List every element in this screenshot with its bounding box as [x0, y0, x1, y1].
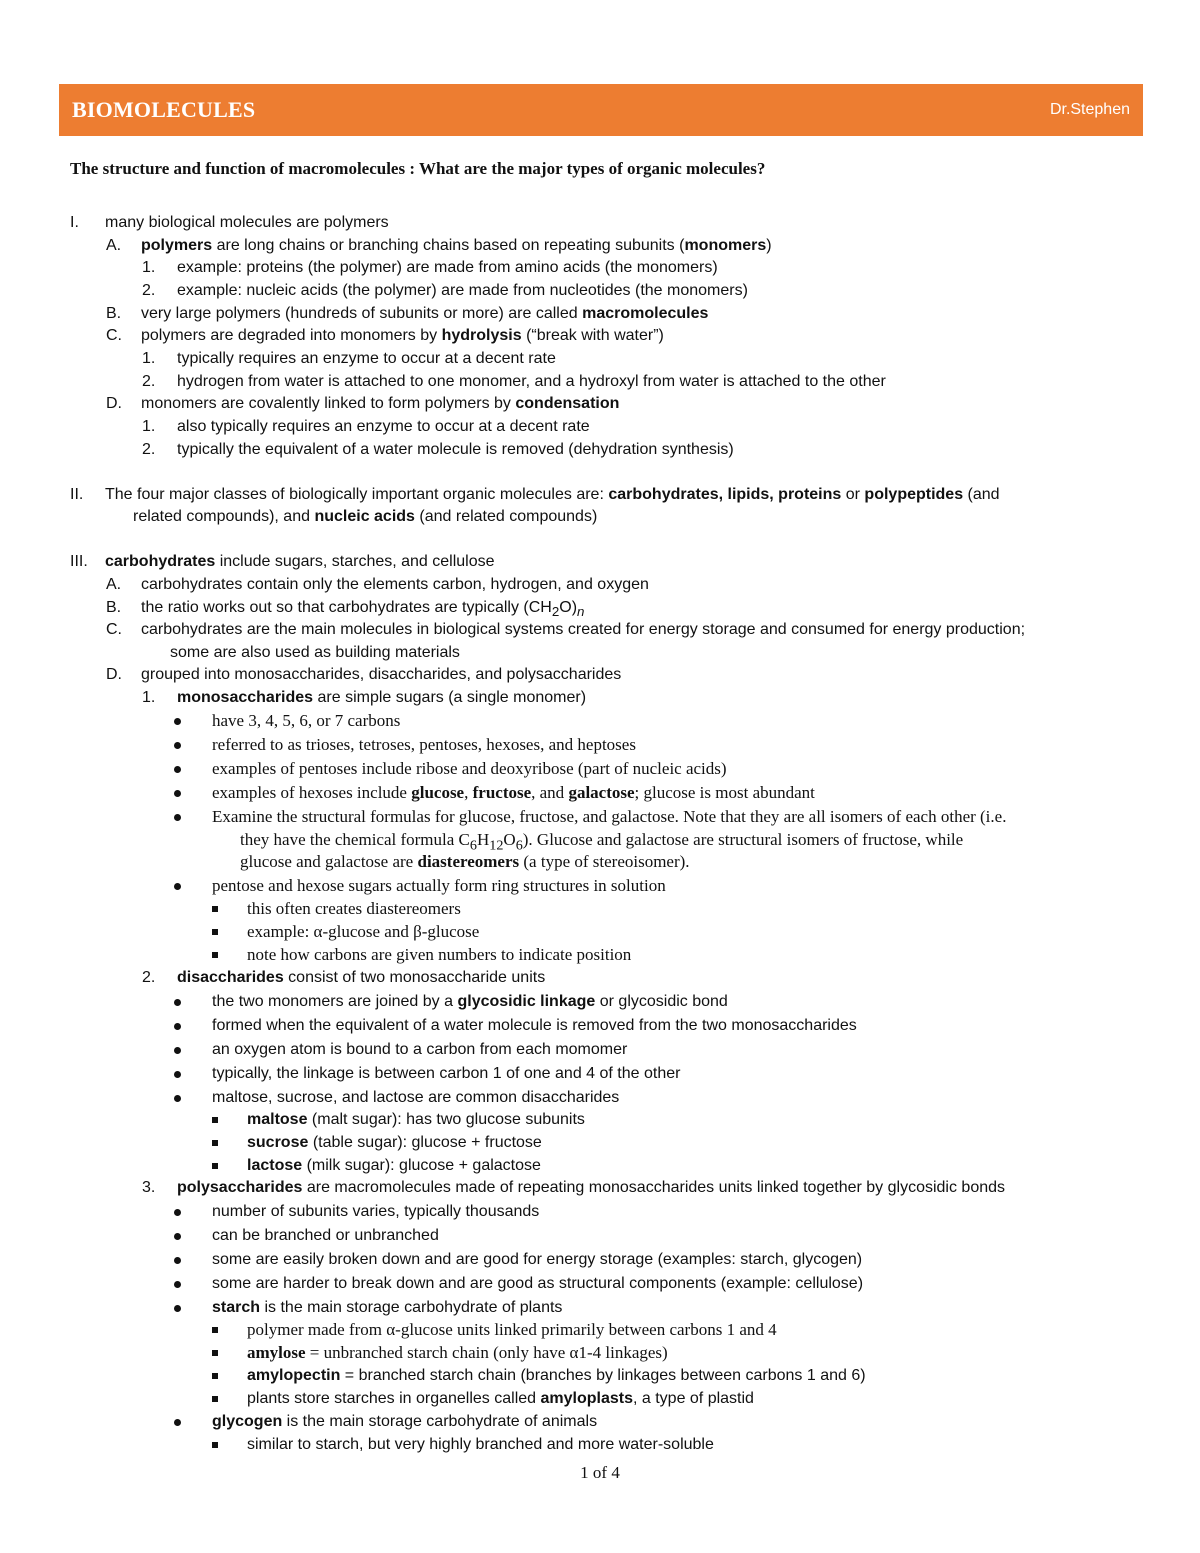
outline-marker: 2.	[142, 441, 156, 458]
square-bullet-icon	[212, 952, 218, 958]
outline-line: referred to as trioses, tetroses, pentoses, hexoses, and heptoses	[212, 735, 636, 754]
outline-marker: 1.	[142, 350, 156, 367]
outline-line: lactose (milk sugar): glucose + galactose	[247, 1157, 541, 1174]
outline-line: many biological molecules are polymers	[105, 214, 389, 231]
bullet-icon	[174, 1023, 181, 1030]
bullet-icon	[174, 883, 181, 890]
outline-marker: 1.	[142, 259, 156, 276]
outline-line: typically, the linkage is between carbon 1 of one and 4 of the other	[212, 1065, 681, 1082]
outline-line: have 3, 4, 5, 6, or 7 carbons	[212, 711, 401, 730]
outline-line: polymer made from α-glucose units linked primarily between carbons 1 and 4	[247, 1320, 777, 1339]
outline-line: amylose = unbranched starch chain (only have α1-4 linkages)	[247, 1343, 668, 1362]
outline-marker: B.	[106, 599, 122, 616]
square-bullet-icon	[212, 1442, 218, 1448]
outline-marker: 2.	[142, 282, 156, 299]
page-number: 1 of 4	[580, 1463, 620, 1482]
outline-line: maltose (malt sugar): has two glucose subunits	[247, 1111, 585, 1128]
bullet-icon	[174, 1047, 181, 1054]
outline-line: also typically requires an enzyme to occur at a decent rate	[177, 418, 590, 435]
square-bullet-icon	[212, 1396, 218, 1402]
outline-line: hydrogen from water is attached to one monomer, and a hydroxyl from water is attached to the other	[177, 373, 886, 390]
square-bullet-icon	[212, 929, 218, 935]
outline-marker: C.	[106, 621, 122, 638]
outline-marker: D.	[106, 666, 122, 683]
outline-line: formed when the equivalent of a water molecule is removed from the two monosaccharides	[212, 1017, 857, 1034]
bullet-icon	[174, 718, 181, 725]
outline-line: examples of pentoses include ribose and deoxyribose (part of nucleic acids)	[212, 759, 727, 778]
section-question: The structure and function of macromolecules : What are the major types of organic molecules?	[70, 159, 766, 178]
outline-line: Examine the structural formulas for glucose, fructose, and galactose. Note that they are all isomers of each other (i.e.	[212, 807, 1007, 826]
outline-line: some are harder to break down and are good as structural components (example: cellulose)	[212, 1275, 864, 1292]
outline-marker: C.	[106, 327, 122, 344]
outline-marker: A.	[106, 576, 122, 593]
square-bullet-icon	[212, 1140, 218, 1146]
square-bullet-icon	[212, 906, 218, 912]
outline-line: sucrose (table sugar): glucose + fructose	[247, 1134, 542, 1151]
outline-marker: B.	[106, 305, 122, 322]
bullet-icon	[174, 1071, 181, 1078]
outline-marker: III.	[70, 553, 88, 570]
outline-marker: 1.	[142, 418, 156, 435]
outline-line: the two monomers are joined by a glycosidic linkage or glycosidic bond	[212, 993, 728, 1010]
outline-line: polymers are long chains or branching chains based on repeating subunits (monomers)	[141, 237, 772, 254]
outline-line: carbohydrates are the main molecules in biological systems created for energy storage and consumed for energy production;	[141, 621, 1026, 638]
bullet-icon	[174, 1209, 181, 1216]
outline-line: example: α-glucose and β-glucose	[247, 922, 480, 941]
outline-line: plants store starches in organelles called amyloplasts, a type of plastid	[247, 1390, 754, 1407]
outline-line: glucose and galactose are diastereomers (a type of stereoisomer).	[240, 852, 690, 871]
outline-line: example: nucleic acids (the polymer) are made from nucleotides (the monomers)	[177, 282, 748, 299]
bullet-icon	[174, 766, 181, 773]
outline-line: grouped into monosaccharides, disaccharides, and polysaccharides	[141, 666, 622, 683]
outline-line: the ratio works out so that carbohydrates are typically $(CH_2O)_n$	[141, 599, 585, 620]
square-bullet-icon	[212, 1163, 218, 1169]
outline-line: an oxygen atom is bound to a carbon from each momomer	[212, 1041, 628, 1058]
square-bullet-icon	[212, 1327, 218, 1333]
bullet-icon	[174, 999, 181, 1006]
bullet-icon	[174, 790, 181, 797]
outline-line: disaccharides consist of two monosaccharide units	[177, 969, 546, 986]
outline-line: some are easily broken down and are good for energy storage (examples: starch, glycogen)	[212, 1251, 863, 1268]
bullet-icon	[174, 1419, 181, 1426]
outline-line: polymers are degraded into monomers by hydrolysis (“break with water”)	[141, 327, 664, 344]
outline-line: number of subunits varies, typically thousands	[212, 1203, 540, 1220]
outline-line: typically the equivalent of a water molecule is removed (dehydration synthesis)	[177, 441, 734, 458]
outline-line: monomers are covalently linked to form polymers by condensation	[141, 395, 620, 412]
outline-line: examples of hexoses include glucose, fructose, and galactose; glucose is most abundant	[212, 783, 815, 802]
outline-line: related compounds), and nucleic acids (and related compounds)	[133, 508, 598, 525]
outline-line: can be branched or unbranched	[212, 1227, 439, 1244]
square-bullet-icon	[212, 1373, 218, 1379]
bullet-icon	[174, 814, 181, 821]
outline-marker: I.	[70, 214, 79, 231]
square-bullet-icon	[212, 1350, 218, 1356]
outline-line: polysaccharides are macromolecules made of repeating monosaccharides units linked together by glycosidic bonds	[177, 1179, 1006, 1196]
header-bar	[59, 84, 1143, 136]
outline-line: typically requires an enzyme to occur at a decent rate	[177, 350, 556, 367]
bullet-icon	[174, 1305, 181, 1312]
document-author: Dr.Stephen	[1049, 101, 1130, 118]
outline-line: pentose and hexose sugars actually form ring structures in solution	[212, 876, 666, 895]
outline-line: similar to starch, but very highly branched and more water-soluble	[247, 1436, 714, 1453]
outline-line: carbohydrates contain only the elements carbon, hydrogen, and oxygen	[141, 576, 649, 593]
outline-line: note how carbons are given numbers to indicate position	[247, 945, 632, 964]
bullet-icon	[174, 742, 181, 749]
outline-marker: 2.	[142, 969, 156, 986]
outline-marker: II.	[70, 486, 84, 503]
bullet-icon	[174, 1281, 181, 1288]
bullet-icon	[174, 1233, 181, 1240]
outline-line: starch is the main storage carbohydrate of plants	[212, 1299, 563, 1316]
outline-line: example: proteins (the polymer) are made from amino acids (the monomers)	[177, 259, 718, 276]
outline-line: The four major classes of biologically important organic molecules are: carbohydrates, lipids, proteins or polypeptides (and	[105, 486, 1000, 503]
square-bullet-icon	[212, 1117, 218, 1123]
outline-marker: 1.	[142, 689, 156, 706]
outline-line: maltose, sucrose, and lactose are common disaccharides	[212, 1089, 620, 1106]
outline-marker: A.	[106, 237, 122, 254]
outline-line: carbohydrates include sugars, starches, and cellulose	[105, 553, 495, 570]
outline-line: amylopectin = branched starch chain (branches by linkages between carbons 1 and 6)	[247, 1367, 866, 1384]
bullet-icon	[174, 1257, 181, 1264]
outline-marker: 2.	[142, 373, 156, 390]
outline-line: some are also used as building materials	[170, 644, 460, 661]
outline-line: they have the chemical formula $C_6H_{12}O_6$). Glucose and galactose are structural isomers of fructose, while	[240, 830, 964, 854]
outline-marker: 3.	[142, 1179, 156, 1196]
outline-line: glycogen is the main storage carbohydrate of animals	[212, 1413, 598, 1430]
outline-line: very large polymers (hundreds of subunits or more) are called macromolecules	[141, 305, 709, 322]
outline-line: monosaccharides are simple sugars (a single monomer)	[177, 689, 587, 706]
document-title: BIOMOLECULES	[72, 97, 256, 122]
outline-line: this often creates diastereomers	[247, 899, 461, 918]
outline-marker: D.	[106, 395, 122, 412]
bullet-icon	[174, 1095, 181, 1102]
